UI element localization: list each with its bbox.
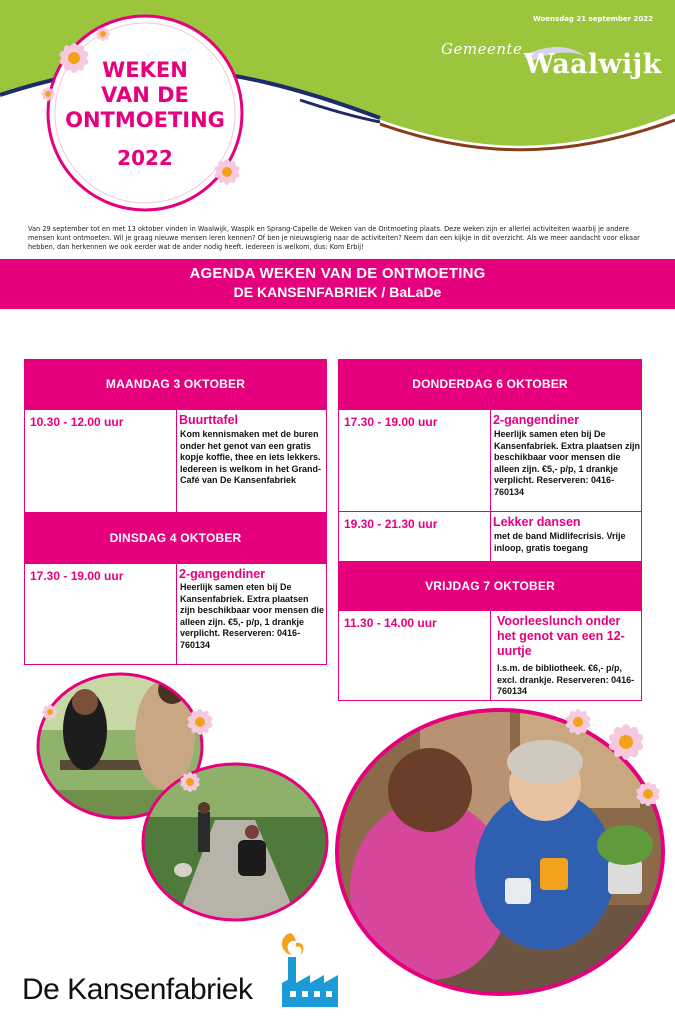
event-title-line: ONTMOETING — [65, 108, 225, 132]
event-title: Voorleeslunch onder het genot van een 12-uurtje — [497, 614, 625, 658]
event-title-line: WEKEN — [102, 58, 188, 82]
intro-paragraph: Van 29 september tot en met 13 oktober vinden in Waalwijk, Waspik en Sprang-Capelle de Weken van de Ontmoeting plaats. Deze weken zijn er allerlei activiteiten waarbij je andere mensen kunt ontmoeten. Wil je graag nieuwe mensen leren kennen? Of ben je nieuwsgierig naar de activiteiten? Neem dan een kijkje in dit overzicht. Als we meer aandacht voor elkaar hebben, dan herkennen we ook eerder wat de ander nodig heeft. Iedereen is welkom, dus: Kom Erbij! — [28, 225, 640, 251]
event-time: 11.30 - 14.00 uur — [344, 616, 437, 630]
event-title: 2-gangendiner — [493, 413, 580, 427]
day-header-tuesday: DINSDAG 4 OKTOBER — [24, 513, 327, 563]
agenda-banner — [0, 259, 675, 309]
event-description: Heerlijk samen eten bij De Kansenfabriek. Extra plaatsen zijn beschikbaar voor mensen die alleen zijn. €5,- p/p, 1 drankje verplicht. Reserveren: 0416-760134 — [180, 582, 325, 650]
event-time: 19.30 - 21.30 uur — [344, 517, 438, 531]
day-header-thursday: DONDERDAG 6 OKTOBER — [338, 359, 642, 409]
municipality-logo-prefix: Gemeente — [441, 40, 523, 58]
event-time: 10.30 - 12.00 uur — [30, 415, 124, 429]
factory-icon — [270, 925, 342, 1010]
event-description: Heerlijk samen eten bij De Kansenfabriek. Extra plaatsen zijn beschikbaar voor mensen die alleen zijn. €5,- p/p, 1 drankje verplicht. Reserveren: 0416-760134 — [494, 429, 641, 497]
agenda-banner-subtitle: DE KANSENFABRIEK / BaLaDe — [233, 284, 442, 300]
event-description: met de band Midlifecrisis. Vrije inloop, gratis toegang — [494, 531, 626, 553]
event-description: I.s.m. de bibliotheek. €6,- p/p, excl. drankje. Reserveren: 0416-760134 — [497, 663, 635, 696]
event-time: 17.30 - 19.00 uur — [30, 569, 124, 583]
event-description: Kom kennismaken met de buren onder het genot van een gratis kopje koffie, thee en iets lekkers. Iedereen is welkom in het Grand-Café van De Kansenfabriek — [180, 429, 322, 485]
day-header-friday: VRIJDAG 7 OKTOBER — [338, 562, 642, 610]
agenda-row — [24, 563, 327, 665]
municipality-logo-name: Waalwijk — [524, 49, 662, 80]
event-time: 17.30 - 19.00 uur — [344, 415, 438, 429]
agenda-banner-title: AGENDA WEKEN VAN DE ONTMOETING — [189, 265, 486, 282]
day-header-monday: MAANDAG 3 OKTOBER — [24, 359, 327, 409]
agenda-row — [338, 409, 642, 512]
event-title — [60, 58, 230, 133]
event-title-line: VAN DE — [101, 83, 189, 107]
daisy-flower-icon — [41, 87, 55, 101]
event-title: Lekker dansen — [493, 515, 581, 529]
daisy-flower-icon — [42, 704, 58, 720]
organisation-logo-text: De Kansenfabriek — [22, 973, 253, 1006]
publication-date: Woensdag 21 september 2022 — [533, 15, 653, 23]
agenda-row — [338, 511, 642, 562]
event-title: Buurttafel — [179, 413, 239, 427]
event-title: 2-gangendiner — [179, 567, 266, 581]
daisy-flower-icon — [96, 27, 110, 41]
agenda-row — [24, 409, 327, 513]
event-year: 2022 — [117, 146, 173, 170]
